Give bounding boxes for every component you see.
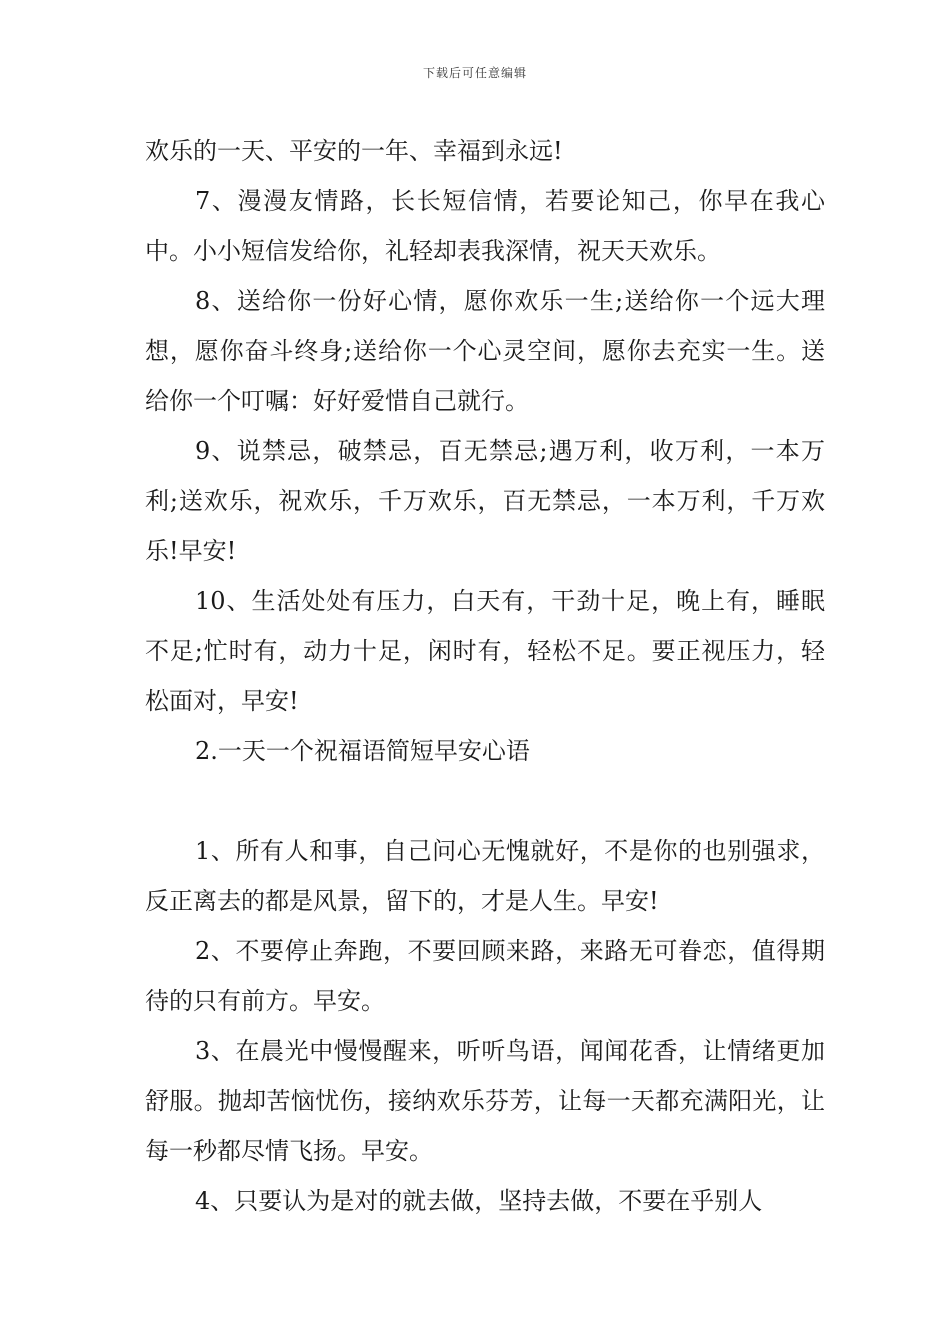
paragraph-item-10: 10、生活处处有压力，白天有，干劲十足，晚上有，睡眠不足;忙时有，动力十足，闲时有，轻松不足。要正视压力，轻松面对，早安! — [145, 587, 825, 715]
paragraph-item-3: 3、在晨光中慢慢醒来，听听鸟语，闻闻花香，让情绪更加舒服。抛却苦恼忧伤，接纳欢乐芬芳，让每一天都充满阳光，让每一秒都尽情飞扬。早安。 — [145, 1037, 825, 1165]
paragraph-item-1: 1、所有人和事，自己问心无愧就好，不是你的也别强求，反正离去的都是风景，留下的，才是人生。早安! — [145, 837, 825, 915]
page-header-note: 下载后可任意编辑 — [422, 66, 527, 80]
paragraph-item-7: 7、漫漫友情路，长长短信情，若要论知己，你早在我心中。小小短信发给你，礼轻却表我深情，祝天天欢乐。 — [145, 187, 825, 265]
document-body — [145, 126, 825, 1226]
paragraph-item-2: 2、不要停止奔跑，不要回顾来路，来路无可眷恋，值得期待的只有前方。早安。 — [145, 937, 825, 1015]
section-heading: 2.一天一个祝福语简短早安心语 — [195, 737, 530, 765]
paragraph-item-9: 9、说禁忌，破禁忌，百无禁忌;遇万利，收万利，一本万利;送欢乐，祝欢乐，千万欢乐，百无禁忌，一本万利，千万欢乐!早安! — [145, 437, 825, 565]
paragraph-item-8: 8、送给你一份好心情，愿你欢乐一生;送给你一个远大理想，愿你奋斗终身;送给你一个心灵空间，愿你去充实一生。送给你一个叮嘱：好好爱惜自己就行。 — [145, 287, 825, 415]
paragraph-continuation: 欢乐的一天、平安的一年、幸福到永远! — [145, 137, 563, 165]
paragraph-item-4: 4、只要认为是对的就去做，坚持去做，不要在乎别人 — [195, 1187, 763, 1215]
